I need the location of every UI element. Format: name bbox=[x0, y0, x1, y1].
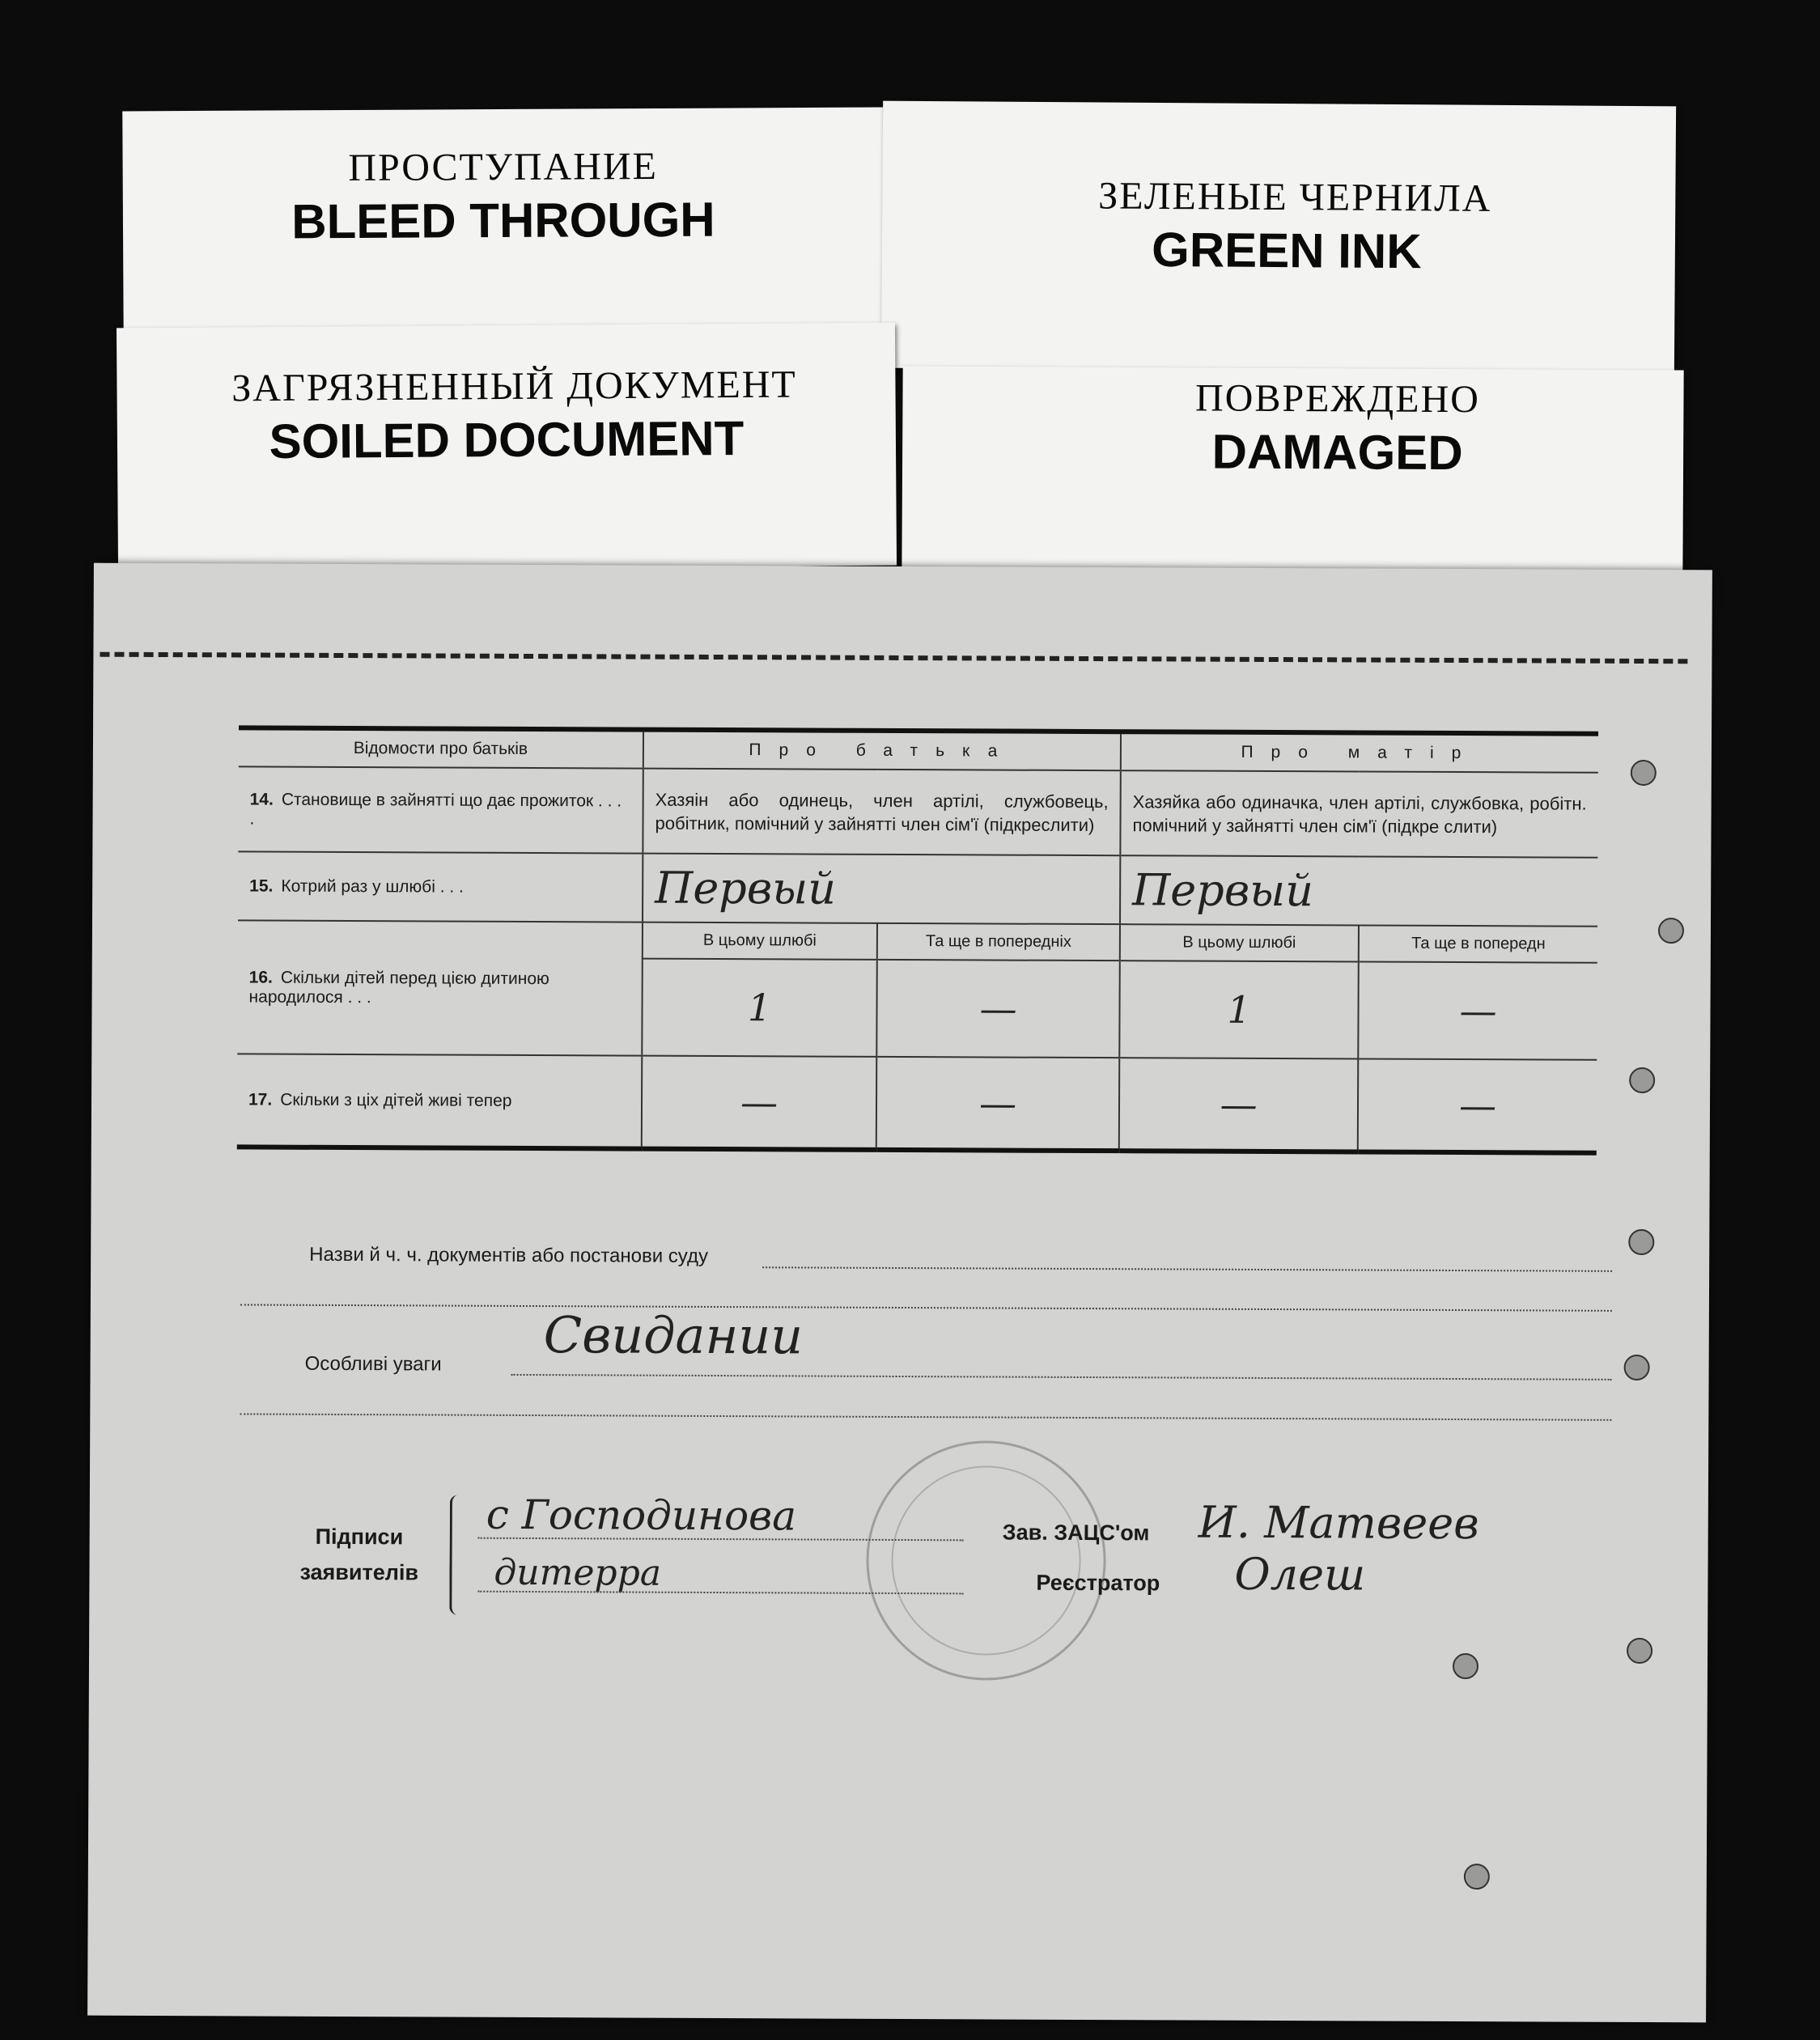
document-page bbox=[87, 563, 1712, 2023]
head-signature: И. Матвеев bbox=[1198, 1496, 1479, 1550]
row17-father-prev: — bbox=[876, 1057, 1119, 1151]
punch-hole bbox=[1453, 1653, 1478, 1679]
row16-text: Скільки дітей перед цією дитиною народилося . . . bbox=[248, 968, 549, 1007]
registrar-signature: Олеш bbox=[1234, 1548, 1366, 1601]
sub-father-this: В цьому шлюбі bbox=[643, 922, 877, 960]
row14-father-options: Хазяін або одинець, член артілі, службовець, робітник, помічний у зайнятті член сім'ї (підкреслити) bbox=[643, 769, 1120, 856]
punch-hole bbox=[1658, 918, 1684, 944]
row17-father-this: — bbox=[642, 1056, 876, 1150]
row16-father-this: 1 bbox=[642, 959, 877, 1057]
row16-mother-this: 1 bbox=[1119, 961, 1359, 1058]
card-damaged-ru: ПОВРЕЖДЕНО bbox=[1194, 376, 1480, 422]
signatures-label bbox=[299, 1519, 418, 1591]
row17-mother-this: — bbox=[1119, 1058, 1358, 1151]
row15-mother-value: Первый bbox=[1120, 855, 1597, 927]
card-green-ink bbox=[881, 101, 1676, 374]
documents-label: Назви й ч. ч. документів або постанови суду bbox=[309, 1243, 709, 1267]
punch-hole bbox=[1628, 1229, 1654, 1255]
remarks-dotline-2 bbox=[240, 1413, 1611, 1420]
applicant-signature-2: дитерра bbox=[494, 1551, 662, 1594]
remarks-value: Свидании bbox=[543, 1305, 804, 1366]
card-damaged-en: DAMAGED bbox=[1211, 424, 1463, 481]
signatures-label-line1: Підписи bbox=[315, 1524, 404, 1550]
row17-num: 17. bbox=[248, 1089, 273, 1109]
row15-text: Котрий раз у шлюбі . . . bbox=[281, 876, 464, 897]
registrar-label: Реєстратор bbox=[1036, 1570, 1160, 1596]
row17-label bbox=[237, 1054, 642, 1148]
row15-num: 15. bbox=[249, 876, 274, 896]
remarks-label: Особливі уваги bbox=[304, 1352, 442, 1376]
signatures-label-line2: заявителів bbox=[299, 1559, 419, 1585]
punch-hole bbox=[1631, 760, 1657, 786]
row14-label bbox=[238, 766, 643, 853]
row14-num: 14. bbox=[249, 789, 274, 809]
card-green-ru: ЗЕЛЕНЫЕ ЧЕРНИЛА bbox=[1098, 174, 1492, 220]
documents-dotline-2 bbox=[240, 1304, 1612, 1311]
sub-mother-this: В цьому шлюбі bbox=[1120, 924, 1359, 961]
card-soiled-ru: ЗАГРЯЗНЕННЫЙ ДОКУМЕНТ bbox=[231, 363, 797, 410]
row17-text: Скільки з ціх дітей живі тепер bbox=[280, 1090, 512, 1110]
head-label: Зав. ЗАЦС'ом bbox=[1002, 1520, 1150, 1546]
perforation-line bbox=[100, 652, 1687, 664]
sub-mother-previous: Та ще в попередн bbox=[1359, 925, 1597, 962]
card-bleed-through bbox=[122, 108, 885, 346]
row14-text: Становище в зайнятті що дає прожиток . . . . bbox=[249, 790, 622, 829]
punch-hole bbox=[1464, 1864, 1490, 1889]
documents-dotline bbox=[762, 1266, 1612, 1272]
sub-father-previous: Та ще в попередніх bbox=[877, 923, 1120, 961]
header-mother: Про матір bbox=[1121, 732, 1598, 773]
signatures-brace bbox=[449, 1495, 464, 1615]
card-bleed-en: BLEED THROUGH bbox=[291, 192, 715, 249]
parents-info-table bbox=[237, 725, 1598, 1155]
punch-hole bbox=[1629, 1067, 1655, 1093]
card-green-en: GREEN INK bbox=[1151, 222, 1422, 279]
remarks-dotline bbox=[511, 1374, 1612, 1380]
card-bleed-ru: ПРОСТУПАНИЕ bbox=[348, 145, 659, 190]
header-label: Відомости про батьків bbox=[239, 727, 643, 768]
header-father: Про батька bbox=[643, 730, 1121, 771]
row16-label bbox=[237, 920, 643, 1055]
card-soiled-document bbox=[117, 323, 897, 571]
round-seal-stamp bbox=[866, 1440, 1106, 1681]
punch-hole bbox=[1627, 1638, 1652, 1664]
row16-father-prev: — bbox=[876, 960, 1120, 1058]
row16-num: 16. bbox=[248, 967, 273, 987]
row17-mother-prev: — bbox=[1358, 1058, 1597, 1152]
row15-father-value: Первый bbox=[643, 854, 1120, 925]
applicant-signature-1: с Господинова bbox=[486, 1491, 797, 1540]
row15-label bbox=[238, 851, 643, 922]
punch-hole bbox=[1624, 1355, 1650, 1380]
row16-mother-prev: — bbox=[1358, 961, 1597, 1059]
card-soiled-en: SOILED DOCUMENT bbox=[269, 410, 745, 469]
card-damaged bbox=[902, 366, 1683, 580]
row14-mother-options: Хазяйка або одиначка, член артілі, службовка, робітн. помічний у зайнятті член сім'ї (підкре слити) bbox=[1120, 770, 1597, 858]
